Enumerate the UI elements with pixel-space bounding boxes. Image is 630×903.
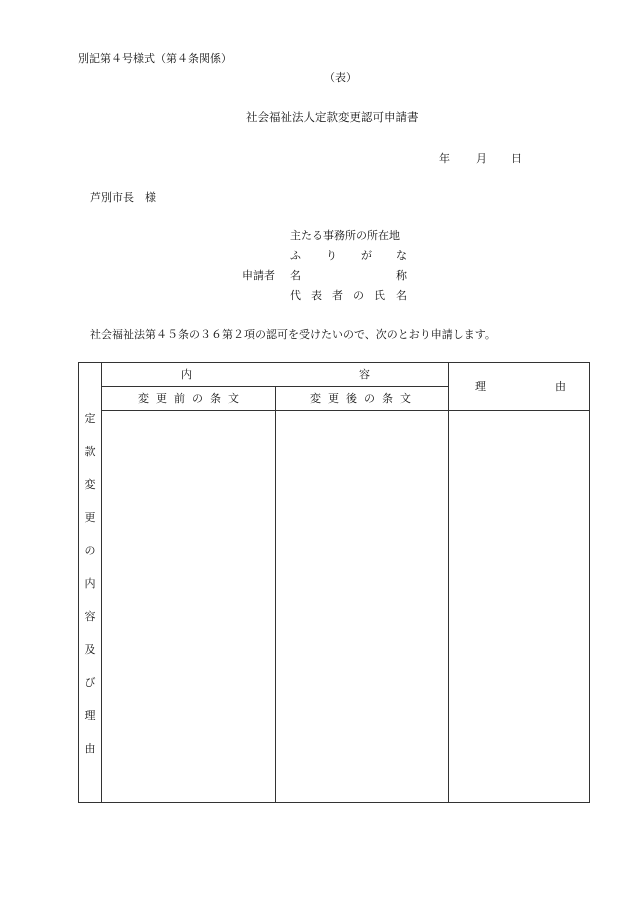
- after-header-char: 文: [400, 392, 411, 405]
- application-statement: 社会福祉法第４５条の３６第２項の認可を受けたいので、次のとおり申請します。: [90, 328, 496, 341]
- representative-label-char: 表: [311, 289, 322, 302]
- vertical-header-char: の: [84, 544, 96, 557]
- before-text-cell[interactable]: [102, 411, 275, 802]
- vertical-header-char: び: [84, 676, 96, 689]
- reason-header-char: 由: [555, 380, 566, 393]
- after-header-char: 後: [346, 392, 357, 405]
- after-header-char: の: [364, 392, 375, 405]
- document-title: 社会福祉法人定款変更認可申請書: [246, 110, 419, 124]
- vertical-header-char: 款: [84, 445, 96, 458]
- furigana-label-char: な: [396, 249, 407, 262]
- representative-label-char: 名: [396, 289, 407, 302]
- after-header-char: 変: [310, 392, 321, 405]
- representative-label-char: 者: [332, 289, 343, 302]
- before-header-char: 更: [156, 392, 167, 405]
- table-border-right: [589, 362, 590, 803]
- table-border-bottom: [78, 802, 590, 803]
- after-header-char: 更: [328, 392, 339, 405]
- form-label: 別記第４号様式（第４条関係）: [78, 52, 232, 65]
- vertical-header-char: 変: [84, 478, 96, 491]
- representative-label-char: 代: [290, 289, 301, 302]
- representative-label-char: 氏: [374, 289, 385, 302]
- vertical-header-char: 由: [84, 742, 96, 755]
- table-border-top: [78, 362, 590, 363]
- date-day-label: 日: [511, 152, 522, 165]
- vertical-header-char: 及: [84, 643, 96, 656]
- furigana-label-char: が: [361, 249, 372, 262]
- vertical-header-char: 更: [84, 511, 96, 524]
- representative-label-char: の: [353, 289, 364, 302]
- name-label-char: 名: [290, 269, 301, 282]
- office-address-label: 主たる事務所の所在地: [290, 229, 400, 242]
- side-label: （表）: [324, 71, 357, 84]
- before-header-char: 変: [138, 392, 149, 405]
- amendment-table: [78, 362, 590, 803]
- applicant-role-label: 申請者: [242, 269, 275, 282]
- reason-header-char: 理: [475, 380, 486, 393]
- name-label-char: 称: [396, 269, 407, 282]
- before-header-char: 条: [210, 392, 221, 405]
- furigana-label-char: り: [326, 249, 337, 262]
- content-header-char: 内: [181, 368, 192, 381]
- before-header-char: 前: [174, 392, 185, 405]
- date-month-label: 月: [476, 152, 487, 165]
- vertical-header-char: 内: [84, 577, 96, 590]
- before-header-char: の: [192, 392, 203, 405]
- after-text-cell[interactable]: [276, 411, 448, 802]
- recipient: 芦別市長 様: [90, 191, 156, 204]
- vertical-header-char: 理: [84, 709, 96, 722]
- furigana-label-char: ふ: [290, 249, 301, 262]
- vertical-header-char: 容: [84, 610, 96, 623]
- after-header-char: 条: [382, 392, 393, 405]
- before-header-char: 文: [228, 392, 239, 405]
- table-border-left: [78, 362, 79, 803]
- reason-text-cell[interactable]: [449, 411, 589, 802]
- vertical-header-char: 定: [84, 412, 96, 425]
- table-divider-content-header: [101, 386, 449, 387]
- date-year-label: 年: [439, 152, 450, 165]
- content-header-char: 容: [359, 368, 370, 381]
